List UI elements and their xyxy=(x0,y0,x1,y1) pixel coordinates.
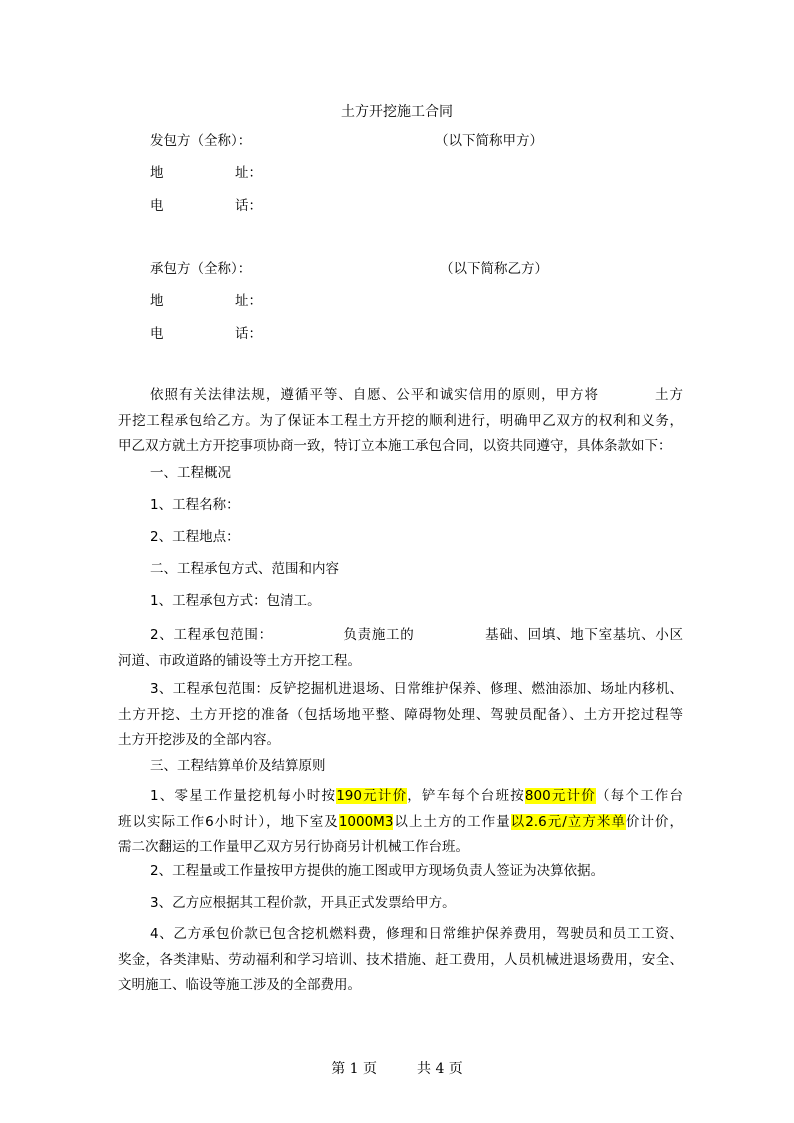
section-2-item-2 xyxy=(118,623,683,674)
party-b-address-field xyxy=(150,291,262,311)
section-3-item-2: 2、工程量或工作量按甲方提供的施工图或甲方现场负责人签证为决算依据。 xyxy=(150,863,605,879)
intro-paragraph xyxy=(118,383,683,460)
section-2-item-3 xyxy=(118,677,683,754)
unit-price-highlight: 以2.6元/立方米单 xyxy=(510,813,626,830)
party-a-address-label-1: 地 xyxy=(150,165,164,181)
party-a-abbreviation: （以下简称甲方） xyxy=(435,133,543,149)
party-a-address-label-2: 址： xyxy=(235,165,262,181)
party-a-phone-label-2: 话： xyxy=(235,198,262,214)
section-3-item-1a: 1、零星工作量挖机每小时按 xyxy=(150,788,337,804)
section-2-item-1: 1、工程承包方式：包清工。 xyxy=(150,593,321,609)
section-3-item-4-line-2: 奖金，各类津贴、劳动福利和学习培训、技术措施、赶工费用，人员机械进退场费用，安全、 xyxy=(118,951,683,968)
section-3-item-1f: 价计价， xyxy=(625,813,684,830)
section-3-heading: 三、工程结算单价及结算原则 xyxy=(150,758,326,774)
section-2-item-2c: 基础、回填、地下室基坑、小区 xyxy=(484,627,684,643)
party-b-name-field xyxy=(150,259,548,279)
section-3-item-1 xyxy=(118,784,683,861)
party-a-address-field xyxy=(150,163,262,183)
section-3-item-4 xyxy=(118,922,683,999)
party-a-name-field xyxy=(150,131,543,151)
section-3-item-4-line-1: 4、乙方承包价款已包含挖机燃料费，修理和日常维护保养费用，驾驶员和员工工资、 xyxy=(150,926,683,942)
section-3-item-1d: 班以实际工作6小时计），地下室及 xyxy=(118,813,339,830)
price-highlight-excavator: 190元计价 xyxy=(336,788,408,804)
volume-highlight: 1000M3 xyxy=(338,813,394,830)
section-1-heading: 一、工程概况 xyxy=(150,465,231,481)
party-b-phone-label-2: 话： xyxy=(235,326,262,342)
page-number: 第 1 页 xyxy=(331,1061,377,1077)
party-a-phone-field xyxy=(150,196,262,216)
section-2-item-2b: 负责施工的 xyxy=(342,627,415,643)
section-2-item-3-line-2: 土方开挖、土方开挖的准备（包括场地平整、障碍物处理、驾驶员配备）、土方开挖过程等 xyxy=(118,706,683,723)
party-b-label: 承包方（全称）： xyxy=(150,261,252,277)
document-title: 土方开挖施工合同 xyxy=(341,104,453,120)
page-footer xyxy=(0,1058,794,1078)
party-b-phone-field xyxy=(150,324,262,344)
intro-line-3: 甲乙双方就土方开挖事项协商一致，特订立本施工承包合同，以资共同遵守，具体条款如下： xyxy=(118,438,672,454)
section-3-item-3: 3、乙方应根据其工程价款，开具正式发票给甲方。 xyxy=(150,895,456,911)
section-3-item-4-line-3: 文明施工、临设等施工涉及的全部费用。 xyxy=(118,977,361,993)
section-2-item-3-line-3: 土方开挖涉及的全部内容。 xyxy=(118,732,280,748)
section-3-item-1b: ，铲车每个台班按 xyxy=(407,788,525,804)
price-highlight-loader: 800元计价 xyxy=(524,788,596,804)
section-3-item-1c: （每个工作台 xyxy=(596,788,684,804)
party-a-label: 发包方（全称）： xyxy=(150,133,252,149)
section-2-item-3-line-1: 3、工程承包范围：反铲挖掘机进退场、日常维护保养、修理、燃油添加、场址内移机、 xyxy=(150,681,683,697)
intro-line-2: 开挖工程承包给乙方。为了保证本工程土方开挖的顺利进行，明确甲乙双方的权利和义务， xyxy=(118,412,683,429)
section-1-item-1: 1、工程名称： xyxy=(150,497,240,513)
section-3-item-1e: 以上土方的工作量 xyxy=(393,813,511,830)
party-b-phone-label-1: 电 xyxy=(150,326,164,342)
party-b-address-label-2: 址： xyxy=(235,293,262,309)
party-b-address-label-1: 地 xyxy=(150,293,164,309)
section-2-item-2-line-2: 河道、市政道路的铺设等土方开挖工程。 xyxy=(118,652,361,669)
section-3-item-1-line-3: 需二次翻运的工作量甲乙双方另行协商另计机械工作台班。 xyxy=(118,839,469,855)
party-b-abbreviation: （以下简称乙方） xyxy=(440,261,548,277)
page-total: 共 4 页 xyxy=(417,1061,463,1077)
party-a-phone-label-1: 电 xyxy=(150,198,164,214)
section-1-item-2: 2、工程地点： xyxy=(150,529,240,545)
section-2-item-2a: 2、工程承包范围： xyxy=(150,627,273,643)
intro-line-1a: 依照有关法律法规，遵循平等、自愿、公平和诚实信用的原则，甲方将 xyxy=(150,387,600,403)
section-2-heading: 二、工程承包方式、范围和内容 xyxy=(150,561,339,577)
intro-line-1b: 土方 xyxy=(654,387,684,403)
